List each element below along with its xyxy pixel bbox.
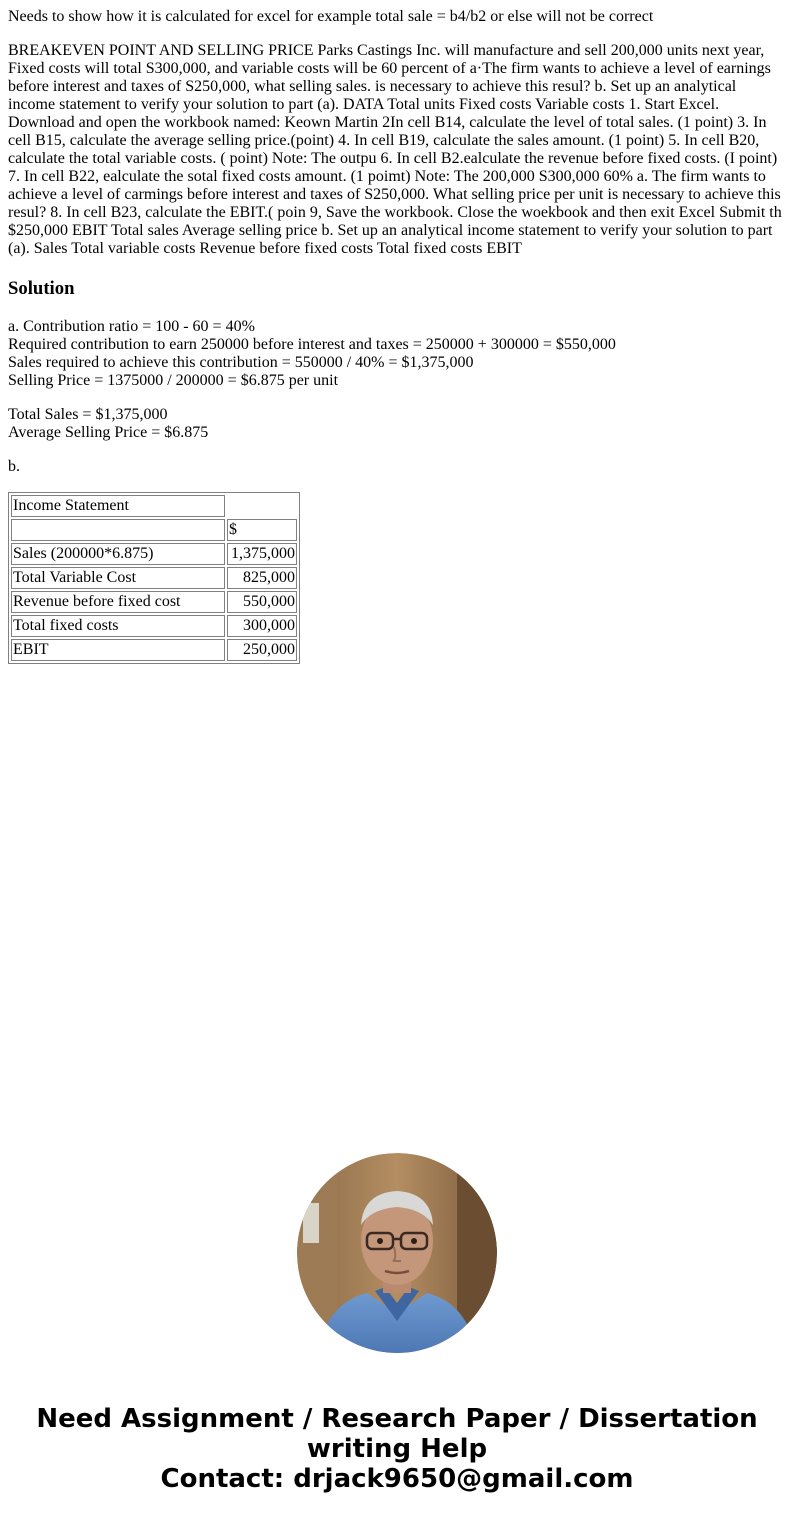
portrait-image bbox=[297, 1153, 497, 1353]
question-body: BREAKEVEN POINT AND SELLING PRICE Parks Castings Inc. will manufacture and sell 200,000 units next year, Fixed costs will total S300,000, and variable costs will be 60 percent of a·The firm wants to achieve a level of earnings before interest and taxes of S250,000, what selling sales. is necessary to achieve this resul? b. Set up an analytical income statement to verify your solution to part (a). DATA Total units Fixed costs Variable costs 1. Start Excel. Download and open the workbook named: Keown Martin 2In cell B14, calculate the level of total sales. (1 point) 3. In cell B15, calculate the average selling price.(point) 4. In cell B19, calculate the sales amount. (1 point) 5. In cell B20, calculate the total variable costs. ( point) Note: The outpu 6. In cell B2.ealculate the revenue before fixed costs. (I point) 7. In cell B22, ealculate the sotal fixed costs amount. (1 poimt) Note: The 200,000 S300,000 60% a. The firm wants to achieve a level of carmings before interest and taxes of S250,000. What selling price per unit is necessary to achieve this resul? 8. In cell B23, calculate the EBIT.( poin 9, Save the workbook. Close the woekbook and then exit Excel Submit th $250,000 EBIT Total sales Average selling price b. Set up an analytical income statement to verify your solution to part (a). Sales Total variable costs Revenue before fixed costs Total fixed costs EBIT bbox=[8, 42, 782, 257]
row-label: EBIT bbox=[11, 639, 225, 661]
table-row bbox=[11, 519, 297, 541]
promo-line-2: writing Help bbox=[306, 1434, 488, 1464]
table-row bbox=[11, 543, 297, 565]
promo-contact-line: Contact: drjack9650@gmail.com bbox=[160, 1464, 634, 1494]
row-value: 825,000 bbox=[227, 567, 297, 589]
contribution-ratio-line: a. Contribution ratio = 100 - 60 = 40% bbox=[8, 318, 255, 335]
table-row bbox=[11, 495, 297, 517]
author-photo bbox=[297, 1153, 497, 1353]
solution-summary bbox=[8, 406, 786, 442]
average-price-line: Average Selling Price = $6.875 bbox=[8, 424, 209, 441]
required-sales-line: Sales required to achieve this contribution = 550000 / 40% = $1,375,000 bbox=[8, 354, 474, 371]
solution-part-a bbox=[8, 318, 786, 390]
row-value: 1,375,000 bbox=[227, 543, 297, 565]
table-title-cell: Income Statement bbox=[11, 495, 225, 517]
income-statement-table bbox=[8, 492, 300, 664]
row-label: Total Variable Cost bbox=[11, 567, 225, 589]
currency-header-cell: $ bbox=[227, 519, 297, 541]
table-row bbox=[11, 639, 297, 661]
question-intro: Needs to show how it is calculated for excel for example total sale = b4/b2 or else will not be correct bbox=[8, 8, 654, 25]
row-label: Sales (200000*6.875) bbox=[11, 543, 225, 565]
table-row bbox=[11, 591, 297, 613]
document-content bbox=[8, 0, 786, 664]
table-empty-cell bbox=[11, 519, 225, 541]
total-sales-line: Total Sales = $1,375,000 bbox=[8, 406, 168, 423]
table-row bbox=[11, 567, 297, 589]
solution-heading: Solution bbox=[8, 278, 75, 299]
part-b-label: b. bbox=[8, 458, 20, 475]
row-value: 250,000 bbox=[227, 639, 297, 661]
table-empty-cell bbox=[227, 495, 297, 517]
table-row bbox=[11, 615, 297, 637]
required-contribution-line: Required contribution to earn 250000 before interest and taxes = 250000 + 300000 = $550,000 bbox=[8, 336, 616, 353]
row-label: Total fixed costs bbox=[11, 615, 225, 637]
row-label: Revenue before fixed cost bbox=[11, 591, 225, 613]
row-value: 550,000 bbox=[227, 591, 297, 613]
promo-footer bbox=[0, 1404, 794, 1494]
row-value: 300,000 bbox=[227, 615, 297, 637]
selling-price-line: Selling Price = 1375000 / 200000 = $6.875 per unit bbox=[8, 372, 339, 389]
promo-line-1: Need Assignment / Research Paper / Dissertation bbox=[36, 1404, 758, 1434]
